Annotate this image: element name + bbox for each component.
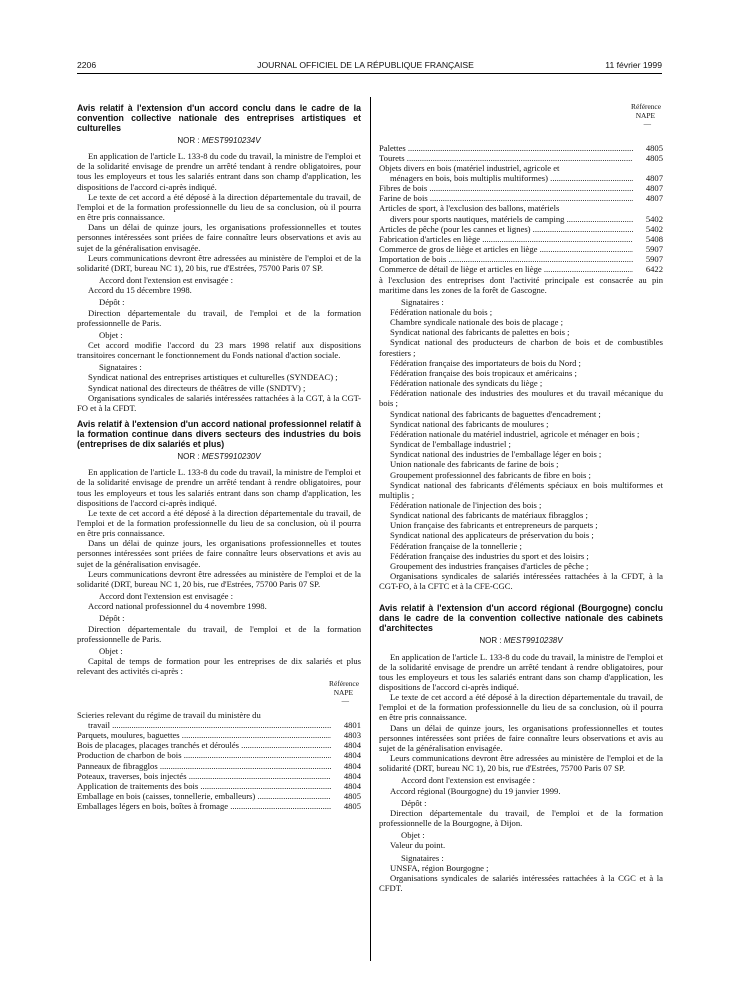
activity-row — [379, 254, 663, 264]
activity-row — [77, 771, 361, 781]
signatory: Chambre syndicale nationale des bois de placage ; — [390, 317, 564, 328]
signatory: Union nationale des fabricants de farine de bois ; — [390, 459, 559, 470]
nape-reference-header: Référence NAPE — — [329, 679, 359, 706]
section-label: Dépôt : — [401, 797, 427, 808]
activity-label: Palettes ..... — [379, 143, 633, 153]
nape-code: 4804 — [343, 770, 361, 781]
activity-row — [379, 143, 663, 153]
section-value: Direction départementale du travail, de l'emploi et de la formation professionnelle de la Bourgogne, à Dijon. — [379, 807, 663, 829]
activity-label: Scieries relevant du régime de travail du ministère du — [77, 709, 261, 720]
activity-label: Emballage en bois (caisses, tonnellerie, emballeurs) ..... — [77, 791, 331, 801]
nor-reference: NOR : MESТ9910234V — [177, 136, 261, 145]
signatory: Groupement des industries françaises d'articles de pêche ; — [390, 560, 589, 571]
activity-row — [379, 234, 663, 244]
paragraph: Dans un délai de quinze jours, les organisations professionnelles et toutes personnes intéressées sont priées de faire connaître leurs observations et avis au sujet de la généralisation envisagée. — [77, 538, 361, 569]
nape-code: 4807 — [645, 183, 663, 194]
nor-reference: NOR : MESТ9910230V — [177, 452, 261, 462]
nape-code: 6422 — [645, 264, 663, 275]
signatory: Fédération nationale des syndicats du liège ; — [390, 378, 543, 389]
activity-label: Poteaux, traverses, bois injectés ..... — [77, 771, 331, 781]
nape-code: 4807 — [645, 172, 663, 183]
paragraph: En application de l'article L. 133-8 du code du travail, la ministre de l'emploi et de la solidarité envisage de prendre un arrêté tendant à rendre obligatoires, pour tous les employeurs et tous les salariés entrant dans son champ d'application, les dispositions de l'accord ci-après indiqué. — [379, 651, 663, 692]
nape-code: 5907 — [645, 254, 663, 265]
nape-code: 5907 — [645, 244, 663, 255]
section-value: Direction départementale du travail, de l'emploi et de la formation professionnelle de Paris. — [77, 623, 361, 644]
signatory: Syndicat national des fabricants d'éléments spéciaux en bois multiformes et multiplis ; — [379, 479, 663, 500]
section-label: Accord dont l'extension est envisagée : — [99, 275, 233, 286]
signatory: Groupement professionnel des fabricants de fibre en bois ; — [390, 469, 591, 480]
signatory: Organisations syndicales de salariés intéressées rattachées à la CGC et à la CFDT. — [379, 872, 663, 893]
notice-2 — [77, 419, 361, 811]
nor-reference: NOR : MESТ9910238V — [479, 636, 563, 646]
activity-label: Objets divers en bois (matériel industriel, agricole et — [379, 162, 560, 173]
activity-label: Bois de placages, placages tranchés et déroulés ..... — [77, 740, 331, 750]
header-rule — [77, 73, 662, 74]
nape-code: 5408 — [645, 233, 663, 244]
nape-code: 5402 — [645, 223, 663, 234]
section-label: Objet : — [401, 830, 425, 841]
page-number: 2206 — [77, 60, 97, 70]
activity-row — [379, 244, 663, 254]
signatory: Fédération nationale des industries des moulures et du travail mécanique du bois ; — [379, 388, 663, 409]
signatory: Syndicat national des producteurs de charbon de bois et de combustibles forestiers ; — [379, 337, 663, 358]
notice-title: Avis relatif à l'extension d'un accord régional (Bourgogne) conclu dans le cadre de la convention collective nationale des cabinets d'architectes — [379, 603, 663, 634]
activity-label: Articles de sport, à l'exclusion des ballons, matériels — [379, 203, 560, 214]
paragraph: Leurs communications devront être adressées au ministère de l'emploi et de la solidarité (DRT, bureau NC 1, 20 bis, rue d'Estrées, 75700 Paris 07 SP. — [77, 568, 361, 589]
section-label: Signataires : — [401, 296, 444, 307]
section-value: Accord national professionnel du 4 novembre 1998. — [88, 601, 267, 612]
activity-label: Commerce de détail de liège et articles en liège ..... — [379, 264, 633, 274]
notice-3 — [379, 603, 663, 893]
activity-row — [77, 710, 361, 730]
signatory: Fédération nationale de l'injection des bois ; — [390, 499, 542, 510]
page-header — [0, 0, 731, 70]
activity-row — [77, 781, 361, 791]
activity-label: Tourets ..... — [379, 153, 633, 163]
section-value: Capital de temps de formation pour les entreprises de dix salariés et plus relevant des activités ci-après : — [77, 656, 361, 677]
paragraph: Leurs communications devront être adressées au ministère de l'emploi et de la solidarité (DRT, bureau NC 1), 20 bis, rue d'Estrées, 75700 Paris 07 SP. — [77, 252, 361, 273]
section-value: Valeur du point. — [390, 840, 446, 851]
activity-label: Fabrication d'articles en liège ..... — [379, 234, 633, 244]
nape-code: 4804 — [343, 780, 361, 791]
signatory: Syndicat national des fabricants de palettes en bois ; — [390, 327, 570, 338]
nape-code: 4804 — [343, 740, 361, 751]
journal-title: JOURNAL OFFICIEL DE LA RÉPUBLIQUE FRANÇAISE — [257, 60, 474, 70]
activity-row — [379, 183, 663, 193]
signatory: Syndicat national des industries de l'emballage léger en bois ; — [390, 449, 602, 460]
paragraph: Le texte de cet accord a été déposé à la direction départementale du travail, de l'emploi et de la formation professionnelle du lieu de sa conclusion, où il pourra en être pris connaissance. — [77, 507, 361, 539]
right-column — [379, 103, 663, 893]
section-value: Cet accord modifie l'accord du 23 mars 1998 relatif aux dispositions transitoires concernant le fonctionnement du Fonds national d'action sociale. — [77, 339, 361, 361]
signatory: Organisations syndicales de salariés intéressées rattachées à la CGT, à la CGT-FO et à la CFDT. — [77, 392, 361, 413]
activity-list-right — [379, 143, 663, 275]
nape-code: 4805 — [343, 801, 361, 812]
nape-code: 4805 — [343, 791, 361, 802]
signatory-list — [379, 307, 663, 591]
exclusion-note: à l'exclusion des entreprises dont l'activité principale est consacrée au pin maritime dans les zones de la forêt de Gascogne. — [379, 274, 663, 295]
section-value: Direction départementale du travail, de l'emploi et de la formation professionnelle de Paris. — [77, 307, 361, 328]
activity-label: ménagers en bois, bois multiplis multiformes) ..... — [379, 173, 633, 183]
activity-row — [77, 801, 361, 811]
activity-label: travail ..... — [77, 720, 331, 730]
paragraph: En application de l'article L. 133-8 du code du travail, la ministre de l'emploi et de la solidarité envisage de prendre un arrêté tendant à rendre obligatoires, pour tous les employeurs et tous les salariés entrant dans son champ d'application, les dispositions de l'accord ci-après indiqué. — [77, 151, 361, 192]
nape-code: 4807 — [645, 193, 663, 204]
activity-row — [379, 193, 663, 203]
activity-label: Emballages légers en bois, boîtes à fromage ..... — [77, 801, 331, 811]
signatory: Syndicat national des fabricants de matériaux fibragglos ; — [390, 510, 588, 521]
activity-label: Farine de bois ..... — [379, 193, 633, 203]
signatory: Fédération française des bois tropicaux et américains ; — [390, 367, 577, 378]
nape-code: 4805 — [645, 152, 663, 163]
activity-label: Fibres de bois ..... — [379, 183, 633, 193]
left-column — [77, 103, 361, 811]
paragraph: Dans un délai de quinze jours, les organisations professionnelles et toutes personnes intéressées sont priées de faire connaître leurs observations et avis au sujet de la généralisation envisagée. — [379, 722, 663, 753]
activity-label: Articles de pêche (pour les cannes et lignes) ..... — [379, 224, 633, 234]
signatory: Fédération française des industries du sport et des loisirs ; — [390, 550, 589, 561]
activity-row — [77, 791, 361, 801]
activity-row — [379, 163, 663, 183]
nape-code: 4805 — [645, 142, 663, 153]
paragraph: Dans un délai de quinze jours, les organisations professionnelles et toutes personnes intéressées sont priées de faire connaître leurs observations et avis au sujet de la généralisation envisagée. — [77, 222, 361, 253]
column-divider — [370, 97, 371, 961]
signatory: Syndicat national des fabricants de moulures ; — [390, 418, 549, 429]
paragraph: Le texte de cet accord a été déposé à la direction départementale du travail, de l'emploi et de la formation professionnelle du lieu de sa conclusion, où il pourra en être pris connaissance. — [77, 191, 361, 223]
signatory: Syndicat national des directeurs de théâtres de ville (SNDTV) ; — [88, 382, 306, 393]
section-label: Dépôt : — [99, 613, 125, 624]
section-label: Signataires : — [401, 852, 444, 863]
signatory: Syndicat national des fabricants de baguettes d'encadrement ; — [390, 408, 601, 419]
signatory: Fédération française des importateurs de bois du Nord ; — [390, 357, 581, 368]
nape-reference-header: Référence NAPE — — [631, 102, 661, 128]
signatory: Union française des fabricants et entrepreneurs de parquets ; — [390, 520, 598, 531]
activity-row — [379, 224, 663, 234]
activity-row — [379, 203, 663, 223]
paragraph: Le texte de cet accord a été déposé à la direction départementale du travail, de l'emploi et de la formation professionnelle du lieu de sa conclusion, où il pourra en être pris connaissance. — [379, 692, 663, 723]
section-label: Signataires : — [99, 362, 142, 373]
notice-1 — [77, 103, 361, 413]
section-value: Accord du 15 décembre 1998. — [88, 285, 192, 296]
nape-code: 4804 — [343, 750, 361, 761]
paragraph: En application de l'article L. 133-8 du code du travail, la ministre de l'emploi et de la solidarité envisage de prendre un arrêté tendant à rendre obligatoires, pour tous les employeurs et tous les salariés entrant dans son champ d'application, les dispositions de l'accord ci-après indiqué. — [77, 467, 361, 508]
notice-title: Avis relatif à l'extension d'un accord national professionnel relatif à la formation continue dans divers secteurs des industries du bois (entreprises de dix salariés et plus) — [77, 419, 361, 450]
activity-row — [77, 740, 361, 750]
paragraph: Leurs communications devront être adressées au ministère de l'emploi et de la solidarité (DRT, bureau NC 1), 20 bis, rue d'Estrées, 75700 Paris 07 SP. — [379, 753, 663, 774]
activity-label: Production de charbon de bois ..... — [77, 750, 331, 760]
signatory: Fédération française de la tonnellerie ; — [390, 540, 522, 551]
signatory: Syndicat national des applicateurs de préservation du bois ; — [390, 530, 594, 541]
section-label: Objet : — [99, 645, 123, 656]
section-value: Accord régional (Bourgogne) du 19 janvier 1999. — [390, 785, 561, 796]
activity-label: Parquets, moulures, baguettes ..... — [77, 730, 331, 740]
section-label: Dépôt : — [99, 297, 125, 308]
nape-code: 4803 — [343, 730, 361, 741]
issue-date: 11 février 1999 — [605, 60, 662, 70]
activity-row — [379, 264, 663, 274]
signatory: UNSFA, région Bourgogne ; — [390, 862, 489, 873]
section-label: Accord dont l'extension est envisagée : — [99, 591, 233, 602]
section-label: Accord dont l'extension est envisagée : — [401, 775, 535, 786]
nape-code: 4804 — [343, 760, 361, 771]
nape-code: 4801 — [343, 720, 361, 730]
signatory: Organisations syndicales de salariés intéressées rattachées à la CFDT, à la CGT-FO, à la CFTC et à la CFE-CGC. — [379, 571, 663, 592]
signatory: Syndicat national des entreprises artistiques et culturelles (SYNDEAC) ; — [88, 372, 338, 383]
signatory: Fédération nationale du bois ; — [390, 307, 493, 317]
activity-row — [379, 153, 663, 163]
activity-label: Application de traitements des bois ..... — [77, 781, 331, 791]
activity-list-left — [77, 710, 361, 812]
activity-label: divers pour sports nautiques, matériels de camping ..... — [379, 214, 633, 224]
nape-code: 5402 — [645, 213, 663, 224]
signatory: Syndicat de l'emballage industriel ; — [390, 439, 511, 450]
activity-label: Importation de bois ..... — [379, 254, 633, 264]
activity-label: Commerce de gros de liège et articles en liège ..... — [379, 244, 633, 254]
section-label: Objet : — [99, 329, 123, 340]
activity-label: Panneaux de fibragglos ..... — [77, 761, 331, 771]
activity-row — [77, 761, 361, 771]
activity-row — [77, 750, 361, 760]
activity-row — [77, 730, 361, 740]
notice-title: Avis relatif à l'extension d'un accord conclu dans le cadre de la convention collective nationale des entreprises artistiques et culturelles — [77, 103, 361, 133]
signatory: Fédération nationale du matériel industriel, agricole et ménager en bois ; — [390, 428, 640, 439]
